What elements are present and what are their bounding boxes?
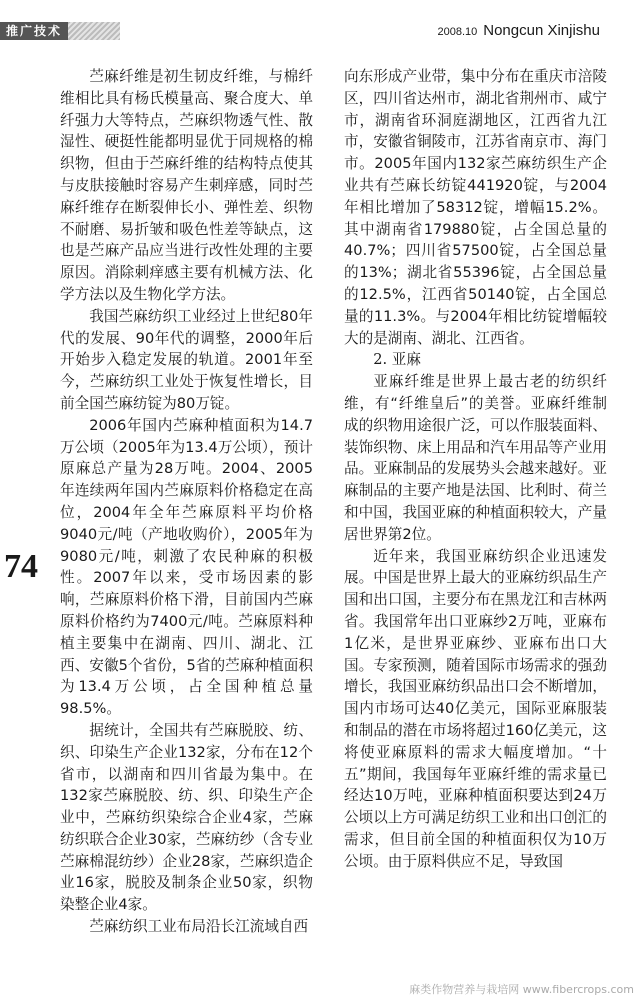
paragraph: 据统计，全国共有苎麻脱胶、纺、织、印染生产企业132家，分布在12个省市，以湖南和四川省最为集中。在132家苎麻脱胶、纺、织、印染生产企业中，苎麻纺织染综合企业4家，苎麻纺织联合企业30家，苎麻纺纱（含专业苎麻棉混纺纱）企业28家，苎麻织造企业16家，脱胶及制条企业50家，织物染整企业4家。 xyxy=(60,721,313,914)
paragraph: 苎麻纺织工业布局沿长江流域自西 xyxy=(89,918,309,936)
page-number: 74 xyxy=(4,548,38,585)
journal-name: Nongcun Xinjishu xyxy=(483,22,600,39)
paragraph: 我国苎麻纺织工业经过上世纪80年代的发展、90年代的调整，2000年后开始步入稳定发展的轨道。2001年至今，苎麻纺织工业处于恢复性增长，目前全国苎麻纺锭为80万锭。 xyxy=(60,307,313,412)
watermark: 麻类作物营养与栽培网 www.fibercrops.com xyxy=(409,983,634,996)
paragraph: 苎麻纤维是初生韧皮纤维，与棉纤维相比具有杨氏模量高、聚合度大、单纤强力大等特点，苎麻织物透气性、散湿性、硬挺性能都明显优于同规格的棉织物，但由于苎麻纤维的结构特点使其与皮肤接触时容易产生刺痒感，同时苎麻纤维存在断裂伸长小、弹性差、织物不耐磨、易折皱和吸色性差等缺点，这也是苎麻产品应当进行改性处理的主要原因。消除刺痒感主要有机械方法、化学方法以及生物化学方法。 xyxy=(60,68,313,303)
journal-header xyxy=(437,22,600,39)
paragraph: 亚麻纤维是世界上最古老的纺织纤维，有“纤维皇后”的美誉。亚麻纤维制成的织物用途很广泛，可以作服装面料、装饰织物、床上用品和汽车用品等产业用品。亚麻制品的发展势头会越来越好。亚麻制品的主要产地是法国、比利时、荷兰和中国，我国亚麻的种植面积较大，产量居世界第2位。 xyxy=(344,373,607,543)
subheading-flax: 2. 亚麻 xyxy=(373,351,421,369)
paragraph: 2006年国内苎麻种植面积为14.7万公顷（2005年为13.4万公顷），预计原麻总产量为28万吨。2004、2005年连续两年国内苎麻原料价格稳定在高位，2004年全年苎麻原料平均价格9040元/吨（产地收购价），2005年为9080元/吨，刺激了农民种麻的积极性。2007年以来，受市场因素的影响，苎麻原料价格下滑，目前国内苎麻原料价格约为7400元/吨。苎麻原料种植主要集中在湖南、四川、湖北、江西、安徽5个省份，5省的苎麻种植面积为13.4万公顷，占全国种植总量98.5%。 xyxy=(60,416,313,718)
left-column xyxy=(60,66,313,938)
section-tag: 推广技术 xyxy=(0,22,68,40)
issue-date: 2008.10 xyxy=(437,26,478,38)
paragraph: 近年来，我国亚麻纺织企业迅速发展。中国是世界上最大的亚麻纺织品生产国和出口国，主要分布在黑龙江和吉林两省。我国常年出口亚麻纱2万吨，亚麻布1亿米，是世界亚麻纱、亚麻布出口大国。专家预测，随着国际市场需求的强劲增长，我国亚麻纺织品出口会不断增加，国内市场可达40亿美元，国际亚麻服装和制品的潜在市场将超过160亿美元，这将使亚麻原料的需求大幅度增加。“十五”期间，我国每年亚麻纤维的需求量已经达10万吨，亚麻种植面积要达到24万公顷以上方可满足纺织工业和出口创汇的需求，但目前全国的种植面积仅为10万公顷。由于原料供应不足，导致国 xyxy=(344,547,607,870)
right-column xyxy=(344,66,607,872)
paragraph-continued: 向东形成产业带，集中分布在重庆市涪陵区，四川省达州市，湖北省荆州市、咸宁市，湖南省环洞庭湖地区，江西省九江市，安徽省铜陵市，江苏省南京市、海门市。2005年国内132家苎麻纺织生产企业共有苎麻长纺锭441920锭，与2004年相比增加了58312锭，增幅15.2%。其中湖南省179880锭，占全国总量的40.7%；四川省57500锭，占全国总量的13%；湖北省55396锭，占全国总量的12.5%，江西省50140锭，占全国总量的11.3%。与2004年相比纺锭增幅较大的是湖南、湖北、江西省。 xyxy=(344,68,607,347)
